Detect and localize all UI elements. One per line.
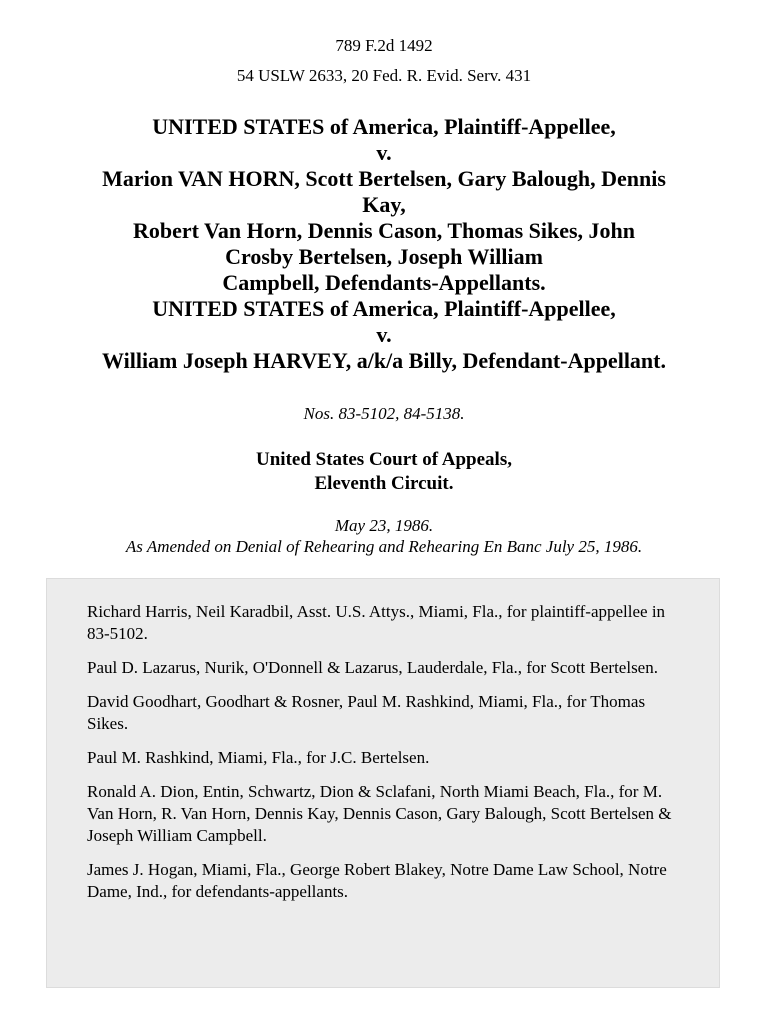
reporter-citation: 789 F.2d 1492 [335,36,433,55]
amended-date: As Amended on Denial of Rehearing and Rehearing En Banc July 25, 1986. [125,537,643,556]
decision-date: May 23, 1986. [334,516,434,535]
court-name-line2: Eleventh Circuit. [314,473,454,494]
counsel-entry: Paul M. Rashkind, Miami, Fla., for J.C. Bertelsen. [87,748,430,767]
court-name [0,448,768,496]
counsel-entry: Paul D. Lazarus, Nurik, O'Donnell & Lazarus, Lauderdale, Fla., for Scott Bertelsen. [87,658,658,677]
counsel-section [46,578,720,988]
decision-dates [0,515,768,557]
caption-line: Robert Van Horn, Dennis Cason, Thomas Sikes, John [132,218,636,243]
court-name-line1: United States Court of Appeals, [256,449,512,470]
docket-numbers: Nos. 83-5102, 84-5138. [303,404,465,423]
caption-line: UNITED STATES of America, Plaintiff-Appellee, [152,114,616,139]
counsel-entry: David Goodhart, Goodhart & Rosner, Paul M. Rashkind, Miami, Fla., for Thomas Sikes. [87,692,646,733]
parallel-citations: 54 USLW 2633, 20 Fed. R. Evid. Serv. 431 [236,66,532,85]
case-caption [40,114,728,374]
caption-line: Kay, [362,192,406,217]
caption-line: Campbell, Defendants-Appellants. [222,270,546,295]
caption-line: William Joseph HARVEY, a/k/a Billy, Defendant-Appellant. [102,348,666,373]
counsel-entry: Richard Harris, Neil Karadbil, Asst. U.S. Attys., Miami, Fla., for plaintiff-appellee in 83-5102. [87,602,666,643]
caption-line: Marion VAN HORN, Scott Bertelsen, Gary Balough, Dennis [102,166,666,191]
caption-line: Crosby Bertelsen, Joseph William [225,244,543,269]
caption-line: v. [376,140,392,165]
caption-line: UNITED STATES of America, Plaintiff-Appellee, [152,296,616,321]
counsel-entry: Ronald A. Dion, Entin, Schwartz, Dion & Sclafani, North Miami Beach, Fla., for M. Van Horn, R. Van Horn, Dennis Kay, Dennis Cason, Gary Balough, Scott Bertelsen & Joseph William Campbell. [87,782,672,845]
counsel-entry: James J. Hogan, Miami, Fla., George Robert Blakey, Notre Dame Law School, Notre Dame, Ind., for defendants-appellants. [87,860,667,901]
caption-line: v. [376,322,392,347]
